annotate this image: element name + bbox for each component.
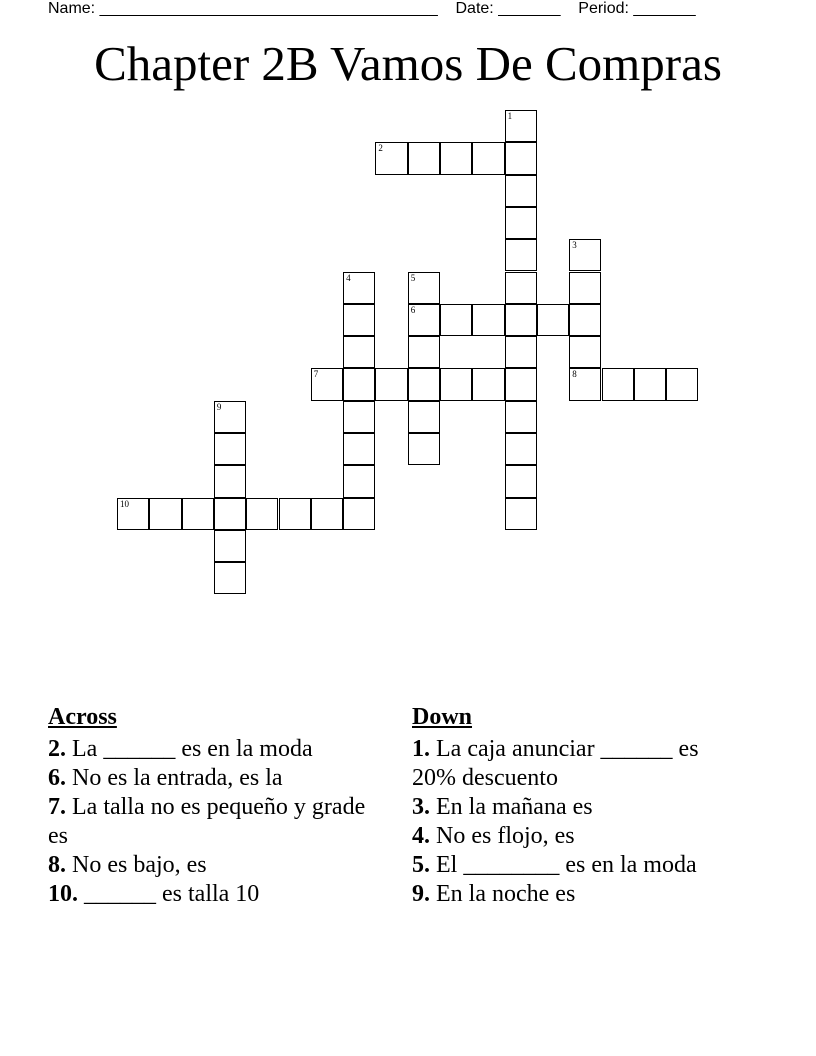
- crossword-cell[interactable]: [343, 272, 375, 304]
- crossword-cell[interactable]: [505, 465, 537, 497]
- crossword-cell[interactable]: [214, 465, 246, 497]
- clue-number: 6.: [48, 765, 66, 791]
- crossword-cell[interactable]: [505, 207, 537, 239]
- cell-number: 10: [120, 498, 129, 509]
- across-clue-6: [48, 764, 378, 793]
- crossword-cell[interactable]: [375, 368, 407, 400]
- crossword-cell[interactable]: [505, 175, 537, 207]
- crossword-cell[interactable]: [214, 401, 246, 433]
- crossword-cell[interactable]: [472, 368, 504, 400]
- crossword-cell[interactable]: [440, 142, 472, 174]
- clue-number: 1.: [412, 736, 430, 762]
- page-title: Chapter 2B Vamos De Compras: [94, 36, 722, 91]
- name-label: Name: ______________________________________: [48, 0, 438, 17]
- crossword-cell[interactable]: [569, 272, 601, 304]
- cell-number: 9: [216, 401, 222, 412]
- clue-text: En la noche es: [430, 881, 576, 907]
- crossword-cell[interactable]: [408, 368, 440, 400]
- clue-text: El ________ es en la moda: [430, 852, 697, 878]
- crossword-cell[interactable]: [537, 304, 569, 336]
- crossword-cell[interactable]: [472, 304, 504, 336]
- across-clue-2: [48, 735, 378, 764]
- crossword-cell[interactable]: [472, 142, 504, 174]
- clue-number: 4.: [412, 823, 430, 849]
- across-heading: Across: [48, 704, 117, 730]
- cell-number: 8: [572, 369, 577, 380]
- crossword-cell[interactable]: [505, 433, 537, 465]
- down-clue-1: [412, 735, 742, 793]
- crossword-cell[interactable]: [311, 498, 343, 530]
- crossword-cell[interactable]: [214, 562, 246, 594]
- crossword-cell[interactable]: [505, 401, 537, 433]
- clue-text: ______ es talla 10: [78, 881, 260, 907]
- cell-number: 3: [572, 240, 577, 251]
- crossword-cell[interactable]: [279, 498, 311, 530]
- crossword-cell[interactable]: [569, 336, 601, 368]
- crossword-cell[interactable]: [246, 498, 278, 530]
- crossword-cell[interactable]: [505, 368, 537, 400]
- clue-text: No es bajo, es: [66, 852, 207, 878]
- crossword-cell[interactable]: [343, 336, 375, 368]
- crossword-cell[interactable]: [214, 433, 246, 465]
- down-heading: Down: [412, 704, 473, 730]
- clue-text: No es la entrada, es la: [66, 765, 283, 791]
- crossword-cell[interactable]: [343, 368, 375, 400]
- crossword-cell[interactable]: [343, 498, 375, 530]
- across-clue-8: [48, 851, 378, 880]
- crossword-cell[interactable]: [343, 465, 375, 497]
- crossword-cell[interactable]: [408, 401, 440, 433]
- clue-text: No es flojo, es: [430, 823, 575, 849]
- down-clue-5: [412, 851, 742, 880]
- down-clue-9: [412, 880, 742, 909]
- clue-number: 3.: [412, 794, 430, 820]
- crossword-cell[interactable]: [182, 498, 214, 530]
- crossword-cell[interactable]: [117, 498, 149, 530]
- cell-number: 1: [507, 111, 513, 121]
- crossword-cell[interactable]: [505, 498, 537, 530]
- across-clue-10: [48, 880, 378, 909]
- cell-number: 5: [410, 272, 416, 283]
- clue-number: 5.: [412, 852, 430, 878]
- crossword-cell[interactable]: [408, 336, 440, 368]
- down-clues: [412, 703, 742, 909]
- crossword-cell[interactable]: [408, 304, 440, 336]
- cell-number: 2: [378, 143, 383, 154]
- crossword-cell[interactable]: [569, 368, 601, 400]
- crossword-cell[interactable]: [408, 272, 440, 304]
- clue-text: La talla no es pequeño y grade es: [48, 794, 366, 849]
- crossword-cell[interactable]: [343, 433, 375, 465]
- clue-text: La ______ es en la moda: [66, 736, 313, 762]
- crossword-cell[interactable]: [505, 272, 537, 304]
- crossword-cell[interactable]: [602, 368, 634, 400]
- down-clue-3: [412, 793, 742, 822]
- clue-number: 7.: [48, 794, 66, 820]
- crossword-cell[interactable]: [505, 304, 537, 336]
- period-label: Period: _______: [578, 0, 696, 17]
- crossword-cell[interactable]: [634, 368, 666, 400]
- crossword-cell[interactable]: [214, 498, 246, 530]
- crossword-cell[interactable]: [505, 336, 537, 368]
- crossword-cell[interactable]: [375, 142, 407, 174]
- crossword-cell[interactable]: [569, 239, 601, 271]
- crossword-cell[interactable]: [440, 304, 472, 336]
- crossword-cell[interactable]: [505, 110, 537, 142]
- date-label: Date: _______: [455, 0, 561, 17]
- crossword-cell[interactable]: [505, 239, 537, 271]
- crossword-cell[interactable]: [408, 142, 440, 174]
- crossword-cell[interactable]: [343, 304, 375, 336]
- clue-number: 10.: [48, 881, 78, 907]
- crossword-cell[interactable]: [505, 142, 537, 174]
- clue-number: 2.: [48, 736, 66, 762]
- crossword-cell[interactable]: [440, 368, 472, 400]
- across-clue-7: [48, 793, 378, 851]
- clue-text: La caja anunciar ______ es 20% descuento: [412, 736, 699, 791]
- clue-number: 9.: [412, 881, 430, 907]
- cell-number: 7: [313, 369, 319, 380]
- crossword-cell[interactable]: [343, 401, 375, 433]
- crossword-cell[interactable]: [666, 368, 698, 400]
- clue-text: En la mañana es: [430, 794, 593, 820]
- cell-number: 6: [410, 304, 416, 315]
- across-clues: [48, 703, 378, 909]
- crossword-cell[interactable]: [311, 368, 343, 400]
- down-clue-4: [412, 822, 742, 851]
- clue-number: 8.: [48, 852, 66, 878]
- crossword-cell[interactable]: [569, 304, 601, 336]
- crossword-cell[interactable]: [408, 433, 440, 465]
- cell-number: 4: [346, 272, 351, 283]
- crossword-cell[interactable]: [214, 530, 246, 562]
- crossword-cell[interactable]: [149, 498, 181, 530]
